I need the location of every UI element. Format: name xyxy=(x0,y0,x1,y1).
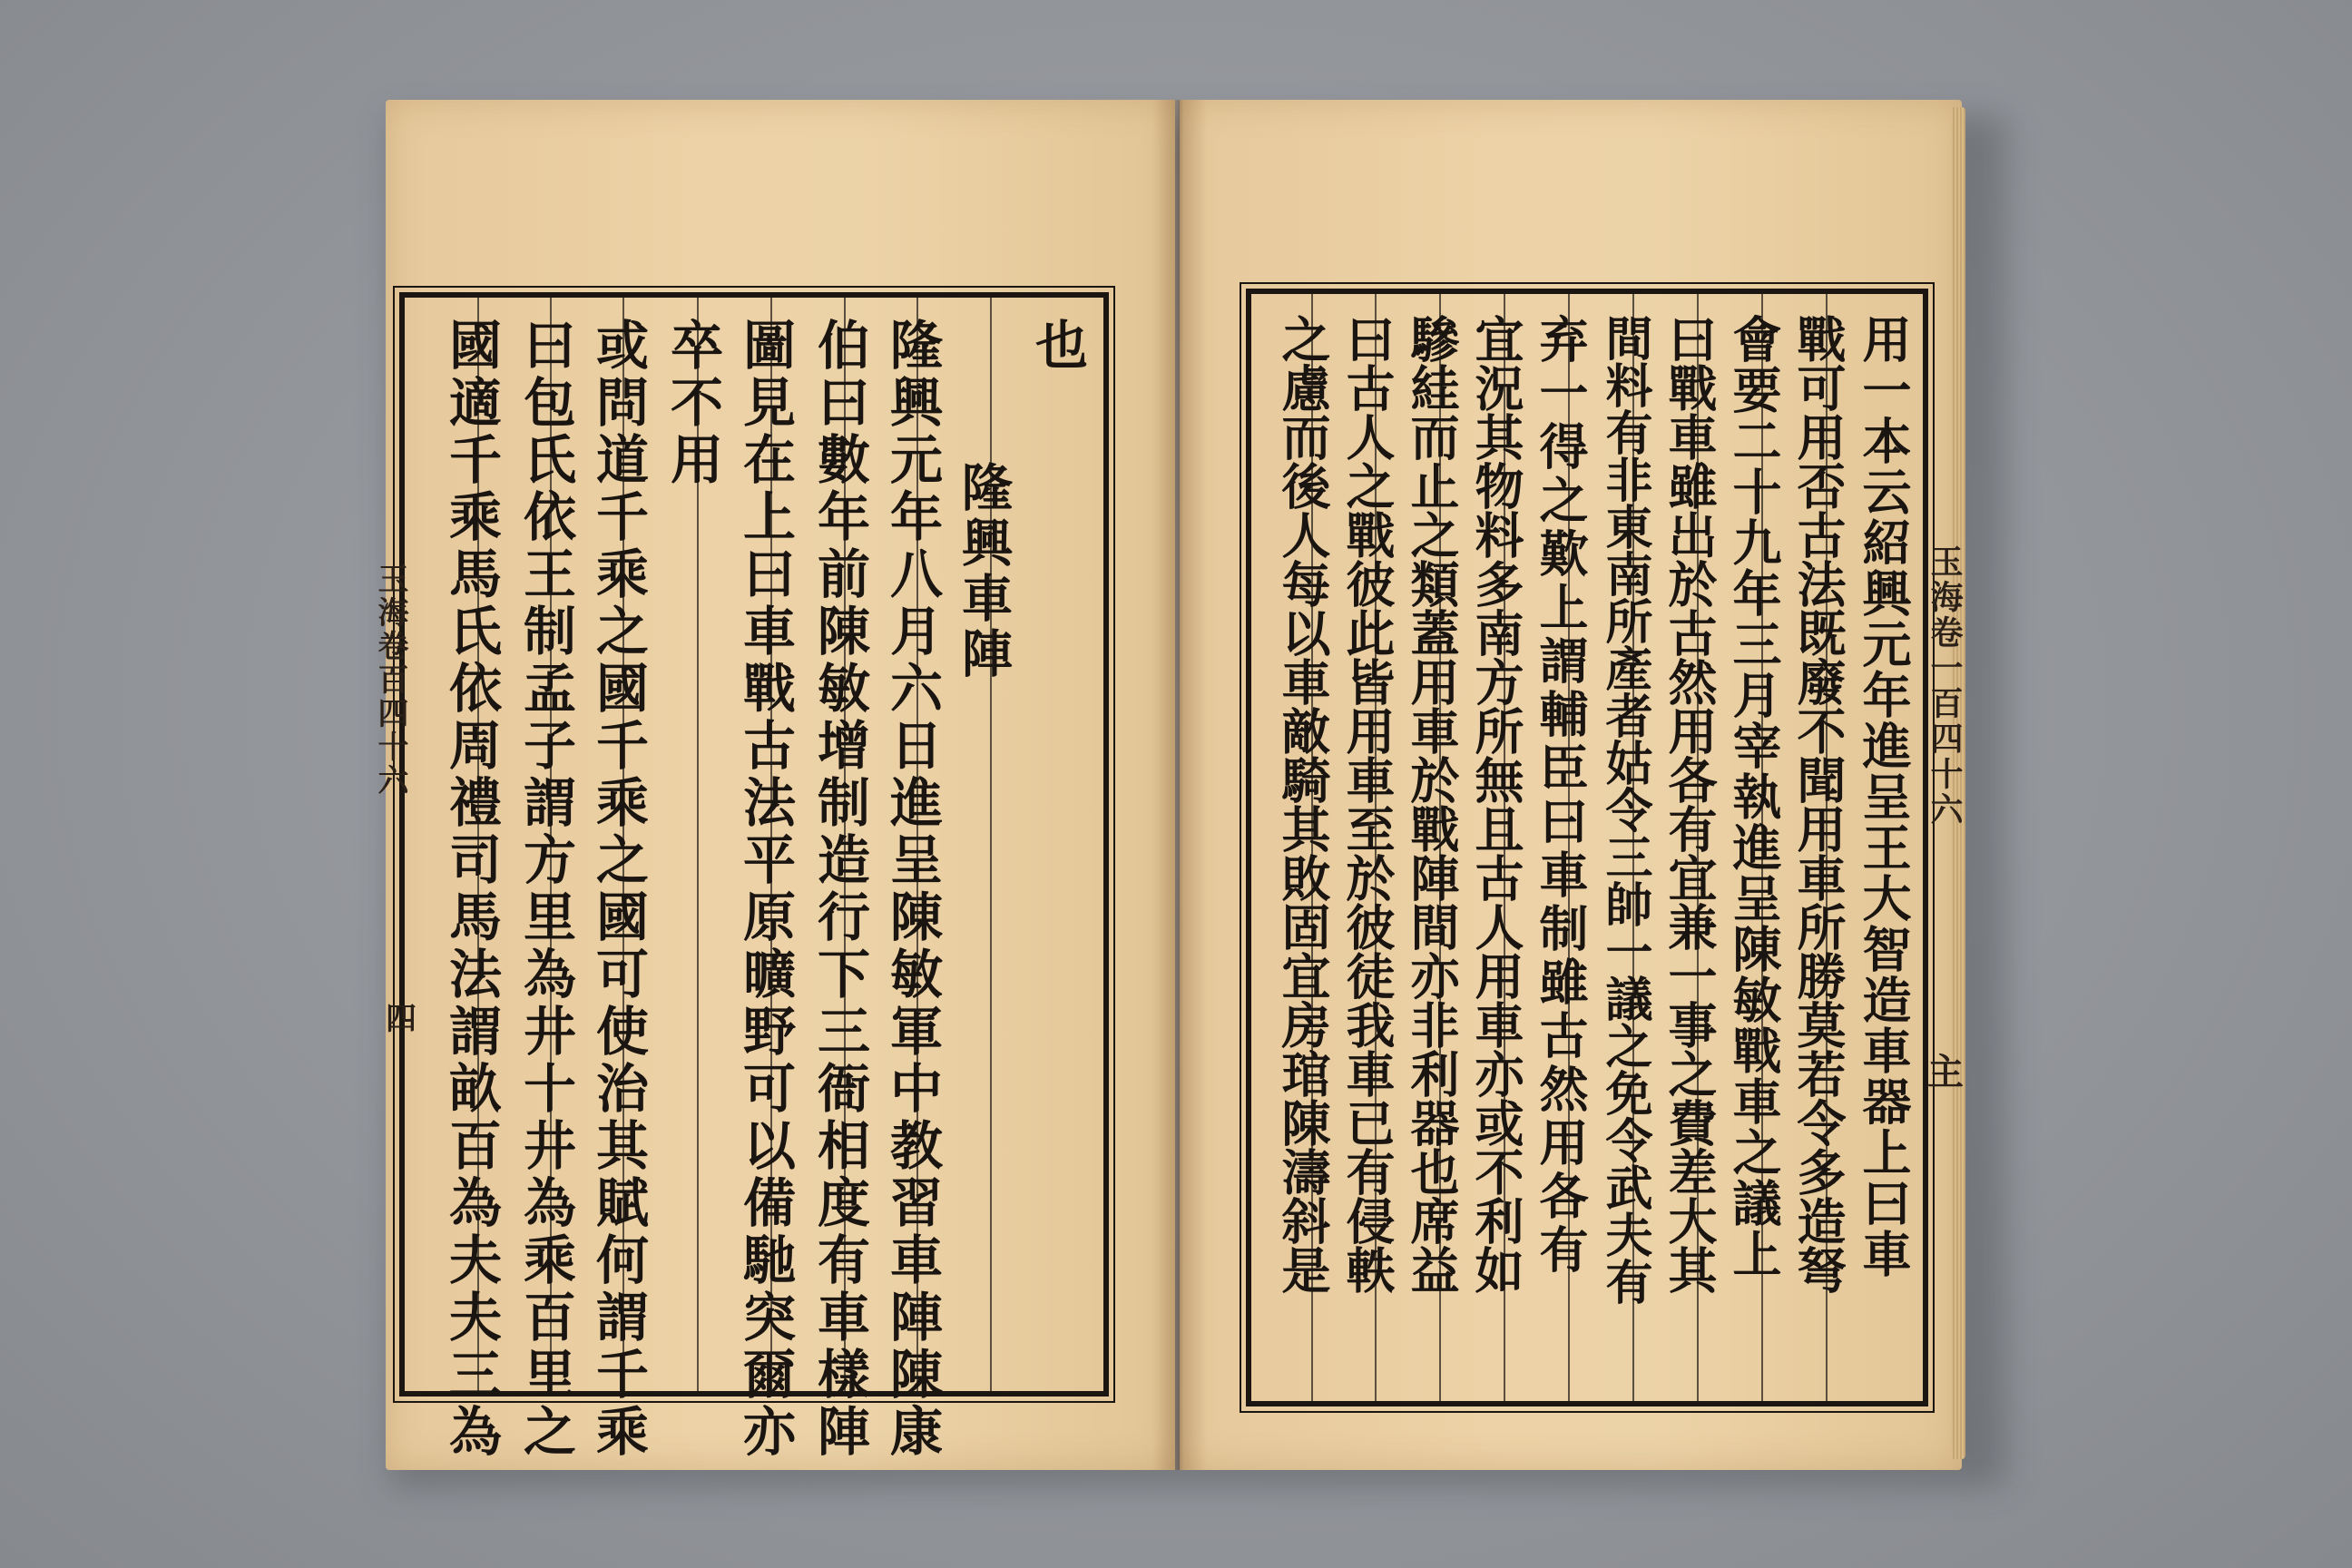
text-column: 會要二十九年三月宰執進呈陳敏戰車之議上 xyxy=(1725,314,1783,1279)
left-text-frame xyxy=(399,292,1109,1461)
section-heading: 隆興車陣 xyxy=(954,461,1014,682)
text-column: 間料有非東南所產者姑令三帥一議之免令武夫有 xyxy=(1597,314,1652,1305)
text-column: 弃一得之歎上謂輔臣曰車制雖古然用各有 xyxy=(1532,314,1590,1278)
text-column: 卒不用 xyxy=(662,318,723,489)
text-column: 驂絓而止之類蓋用車於戰陣間亦非利器也席益 xyxy=(1403,314,1461,1294)
text-column: 曰戰車雖出於古然用各有宜兼一事之費差大其 xyxy=(1661,314,1719,1294)
book-gutter xyxy=(1152,100,1207,1470)
text-column: 曰古人之戰彼此皆用車至於彼徒我車已有侵軼 xyxy=(1338,314,1396,1294)
right-margin-title: 玉海卷一百四十六 xyxy=(1926,544,1964,828)
text-column: 也 xyxy=(1026,318,1088,375)
text-column: 用一本云紹興元年進呈王大智造車器上曰車 xyxy=(1855,314,1913,1279)
text-column: 隆興元年八月六日進呈陳敏軍中教習車陣陳康 xyxy=(881,318,943,1461)
text-column: 曰包氏依王制孟子謂方里為井十井為乘百里之 xyxy=(514,318,576,1461)
text-column: 之慮而後人每以車敵騎其敗固宜房琯陳濤斜是 xyxy=(1274,314,1332,1294)
right-text-frame xyxy=(1246,289,1928,1406)
left-margin-title: 玉海卷百四十六 xyxy=(372,563,408,798)
text-column: 伯曰數年前陳敏增制造行下三衙相度有車樣陣 xyxy=(808,318,870,1461)
text-column: 圖見在上曰車戰古法平原曠野可以備馳突爾亦 xyxy=(734,318,796,1461)
text-column: 或問道千乘之國千乘之國可使治其賦何謂千乘 xyxy=(587,318,649,1461)
left-page-number: 四 xyxy=(386,1001,416,1037)
text-column: 國適千乘馬氏依周禮司馬法謂畝百為夫夫三為 xyxy=(440,318,502,1461)
text-column: 戰可用否古法既廢不聞用車所勝莫若令多造弩 xyxy=(1789,314,1847,1294)
right-page-number: 主 xyxy=(1927,1051,1964,1093)
text-column: 宜況其物料多南方所無且古人用車亦或不利如 xyxy=(1467,314,1525,1294)
